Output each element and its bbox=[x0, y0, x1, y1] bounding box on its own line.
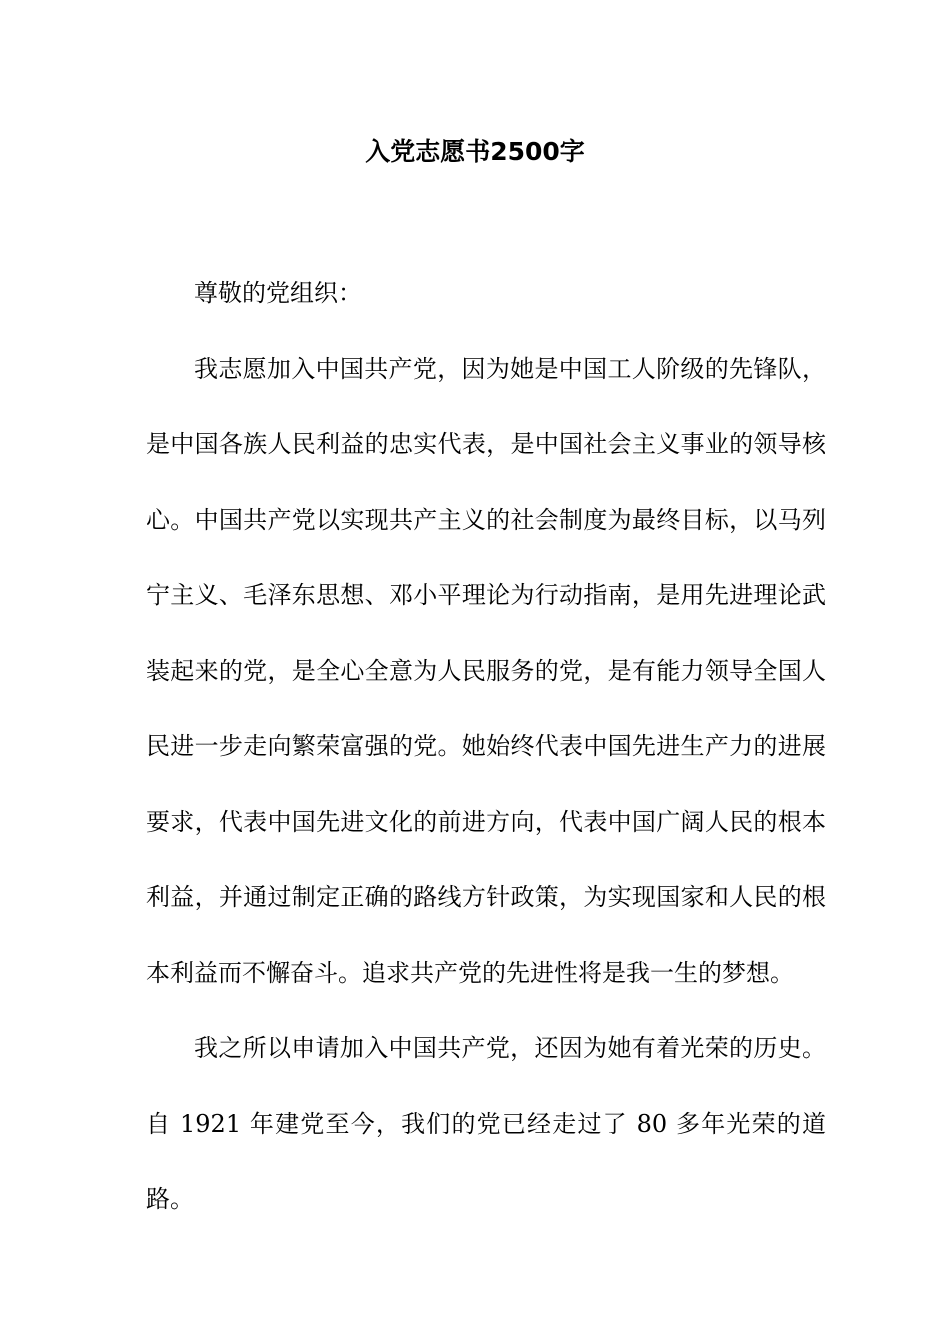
document-title: 入党志愿书2500字 bbox=[365, 137, 585, 166]
paragraph-2: 我之所以申请加入中国共产党，还因为她有着光荣的历史。自 1921 年建党至今，我们的党已经走过了 80 多年光荣的道路。 bbox=[146, 1034, 826, 1213]
document-body bbox=[146, 256, 826, 1238]
salutation: 尊敬的党组织： bbox=[194, 279, 362, 307]
paragraph-1: 我志愿加入中国共产党，因为她是中国工人阶级的先锋队，是中国各族人民利益的忠实代表，是中国社会主义事业的领导核心。中国共产党以实现共产主义的社会制度为最终目标，以马列宁主义、毛泽东思想、邓小平理论为行动指南，是用先进理论武装起来的党，是全心全意为人民服务的党，是有能力领导全国人民进一步走向繁荣富强的党。她始终代表中国先进生产力的进展要求，代表中国先进文化的前进方向，代表中国广阔人民的根本利益，并通过制定正确的路线方针政策，为实现国家和人民的根本利益而不懈奋斗。追求共产党的先进性将是我一生的梦想。 bbox=[146, 354, 826, 987]
